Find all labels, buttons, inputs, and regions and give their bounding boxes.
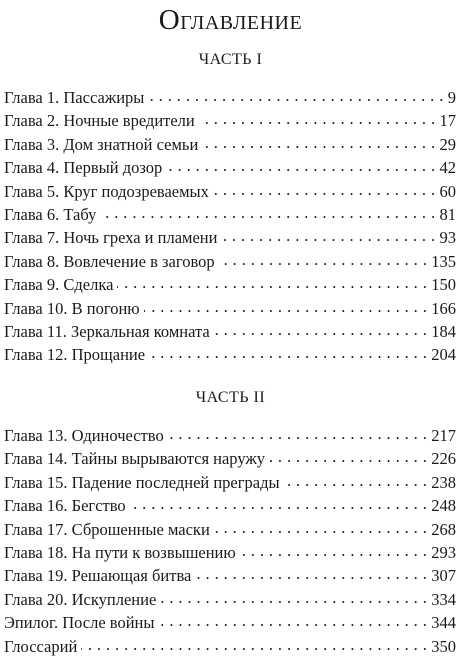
- toc-entry-page-number: 184: [431, 321, 456, 341]
- toc-entry-title: Глава 13. Одиночество: [4, 426, 164, 445]
- toc-entry: [4, 132, 456, 155]
- part-2-toc-list: [4, 423, 456, 657]
- dot-leader: [202, 132, 435, 150]
- toc-entry: [4, 272, 456, 295]
- toc-entry-title: Глава 2. Ночные вредители: [4, 111, 195, 131]
- toc-entry-page-number: 293: [431, 542, 456, 562]
- toc-entry-title: Глава 6. Табу: [4, 204, 97, 224]
- dot-leader: [168, 423, 428, 441]
- toc-entry: [4, 249, 456, 272]
- toc-entry-title: Глава 15. Падение последней преграды: [4, 472, 280, 492]
- dot-leader: [148, 85, 443, 103]
- toc-entry-page-number: 17: [439, 111, 456, 131]
- toc-entry: [4, 108, 456, 131]
- dot-leader: [195, 563, 427, 581]
- dot-leader: [199, 108, 436, 126]
- toc-entry-title: Глава 16. Бегство: [4, 496, 126, 516]
- dot-leader: [160, 587, 427, 605]
- part-2-heading: ЧАСТЬ II: [195, 389, 266, 406]
- toc-entry-page-number: 268: [431, 519, 456, 539]
- toc-entry: [4, 470, 456, 493]
- toc-entry-title: Глава 9. Сделка: [4, 275, 114, 295]
- dot-leader: [166, 155, 435, 173]
- toc-entry: [4, 563, 456, 586]
- toc-entry: [4, 587, 456, 610]
- dot-leader: [214, 319, 428, 337]
- toc-entry-title: Глава 19. Решающая битва: [4, 566, 192, 586]
- toc-entry-page-number: 29: [439, 134, 456, 154]
- dot-leader: [100, 202, 435, 220]
- toc-entry-page-number: 150: [431, 275, 456, 295]
- toc-entry-page-number: 334: [431, 589, 456, 609]
- dot-leader: [130, 493, 428, 511]
- dot-leader: [81, 634, 427, 652]
- toc-entry-title: Глава 20. Искупление: [4, 589, 157, 609]
- dot-leader: [221, 225, 435, 243]
- toc-entry-page-number: 166: [431, 298, 456, 318]
- dot-leader: [240, 540, 428, 558]
- dot-leader: [219, 249, 428, 267]
- dot-leader: [158, 610, 427, 628]
- toc-entry-title: Глава 17. Сброшенные маски: [4, 519, 210, 539]
- toc-entry-title: Глава 12. Прощание: [4, 345, 146, 365]
- toc-entry: [4, 493, 456, 516]
- toc-entry-title: Глава 3. Дом знатной семьи: [4, 134, 199, 154]
- toc-entry-page-number: 238: [431, 472, 456, 492]
- toc-entry: [4, 634, 456, 657]
- toc-entry-page-number: 217: [431, 426, 456, 445]
- toc-entry: [4, 540, 456, 563]
- dot-leader: [117, 272, 427, 290]
- toc-entry-title: Глоссарий: [4, 636, 78, 656]
- toc-entry-title: Глава 1. Пассажиры: [4, 88, 145, 107]
- toc-entry-title: Глава 8. Вовлечение в заговор: [4, 251, 215, 271]
- toc-entry-page-number: 226: [431, 449, 456, 469]
- toc-entry: [4, 155, 456, 178]
- toc-entry-page-number: 204: [431, 345, 456, 365]
- toc-entry-title: Глава 18. На пути к возвышению: [4, 542, 236, 562]
- dot-leader: [284, 470, 428, 488]
- toc-entry-page-number: 93: [439, 228, 456, 248]
- toc-entry-page-number: 9: [447, 88, 456, 107]
- toc-entry: [4, 423, 456, 446]
- toc-entry-page-number: 81: [439, 204, 456, 224]
- toc-entry-title: Глава 10. В погоню: [4, 298, 140, 318]
- toc-entry-title: Глава 11. Зеркальная комната: [4, 321, 210, 341]
- toc-entry-page-number: 60: [439, 181, 456, 201]
- dot-leader: [269, 446, 427, 464]
- dot-leader: [214, 517, 427, 535]
- dot-leader: [213, 179, 436, 197]
- toc-entry: [4, 296, 456, 319]
- toc-entry: [4, 179, 456, 202]
- toc-entry: [4, 225, 456, 248]
- toc-entry: [4, 85, 456, 108]
- part-1-toc-list: [4, 85, 456, 366]
- toc-entry: [4, 517, 456, 540]
- toc-entry: [4, 202, 456, 225]
- dot-leader: [144, 296, 428, 314]
- toc-entry-page-number: 350: [431, 636, 456, 656]
- dot-leader: [149, 342, 427, 360]
- toc-entry: [4, 342, 456, 365]
- toc-entry-title: Глава 7. Ночь греха и пламени: [4, 228, 218, 248]
- toc-entry: [4, 446, 456, 469]
- toc-entry-page-number: 42: [439, 158, 456, 178]
- toc-entry-page-number: 307: [431, 566, 456, 586]
- toc-entry-title: Глава 5. Круг подозреваемых: [4, 181, 209, 201]
- toc-entry-page-number: 248: [431, 496, 456, 516]
- toc-entry-title: Глава 4. Первый дозор: [4, 158, 163, 178]
- toc-entry: [4, 319, 456, 342]
- toc-entry-title: Глава 14. Тайны вырываются наружу: [4, 449, 266, 469]
- toc-entry-title: Эпилог. После войны: [4, 613, 155, 633]
- page-title: Оглавление: [158, 4, 303, 36]
- toc-entry-page-number: 344: [431, 613, 456, 633]
- toc-entry-page-number: 135: [431, 251, 456, 271]
- part-1-heading: ЧАСТЬ I: [198, 51, 263, 68]
- toc-entry: [4, 610, 456, 633]
